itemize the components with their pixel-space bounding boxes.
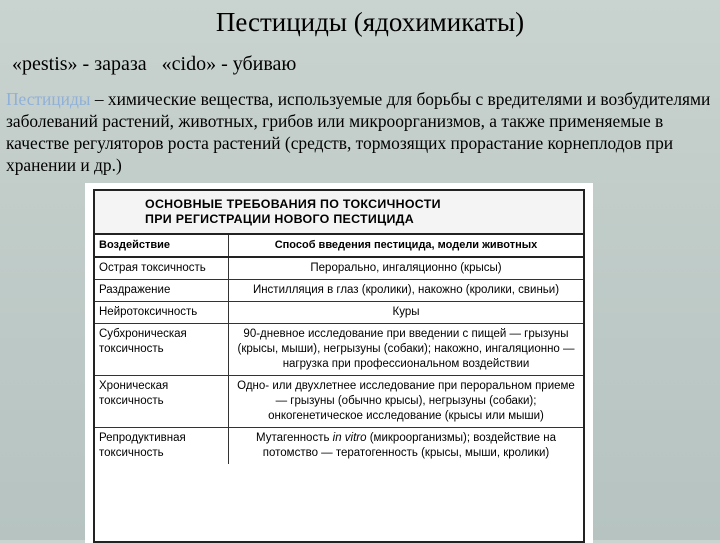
table-row: [95, 302, 583, 324]
effect-cell: Нейротоксичность: [95, 302, 229, 323]
method-cell: Одно- или двухлетнее исследование при пероральном приеме — грызуны (обычно крысы), негрызуны (собаки); онкогенетическое исследование (крысы или мыши): [237, 380, 575, 422]
column-header-effect: Воздействие: [95, 235, 229, 256]
table-heading-line2: ПРИ РЕГИСТРАЦИИ НОВОГО ПЕСТИЦИДА: [145, 212, 415, 226]
method-cell: Инстилляция в глаз (кролики), накожно (кролики, свиньи): [252, 284, 560, 296]
definition-term: Пестициды: [6, 89, 91, 109]
effect-cell: Раздражение: [95, 280, 229, 301]
table-row: [95, 376, 583, 428]
method-cell: 90-дневное исследование при введении с пищей — грызуны (крысы, мыши), негрызуны (собаки); накожно, ингаляционно — нагрузка при профессиональном воздействии: [237, 328, 575, 370]
effect-cell: Хроническая токсичность: [95, 376, 229, 427]
toxicity-requirements-figure: [85, 183, 593, 543]
table-header-row: [95, 235, 583, 258]
method-text-b: (микроорганизмы); воздействие на потомство — тератогенность (крысы, мыши, кролики): [262, 432, 556, 459]
slide-title: Пестициды (ядохимикаты): [215, 7, 525, 37]
table-heading: [95, 191, 583, 235]
toxicity-table: [93, 189, 585, 543]
table-row: [95, 428, 583, 464]
table-row: [95, 324, 583, 376]
effect-cell: Острая токсичность: [95, 258, 229, 279]
effect-cell: Репродуктивная токсичность: [95, 428, 229, 464]
method-cell: [229, 428, 583, 464]
table-heading-line1: ОСНОВНЫЕ ТРЕБОВАНИЯ ПО ТОКСИЧНОСТИ: [145, 197, 441, 211]
definition-paragraph: [6, 88, 718, 176]
column-header-method: Способ введения пестицида, модели животных: [274, 239, 538, 251]
method-text-a: Мутагенность: [256, 432, 333, 444]
in-vitro-text: in vitro: [332, 432, 367, 444]
definition-text: – химические вещества, используемые для борьбы с вредителями и возбудителями заболеваний растений, животных, грибов или микроорганизмов, а также применяемые в качестве регуляторов роста растений (средств, тормозящих прорастание корнеплодов при хранении и др.): [6, 89, 711, 175]
method-cell: Перорально, ингаляционно (крысы): [310, 262, 502, 274]
etymology-subtitle: «pestis» - зараза «cido» - убиваю: [12, 53, 297, 75]
method-cell: Куры: [392, 306, 420, 318]
effect-cell: Субхроническая токсичность: [95, 324, 229, 375]
table-row: [95, 258, 583, 280]
table-row: [95, 280, 583, 302]
